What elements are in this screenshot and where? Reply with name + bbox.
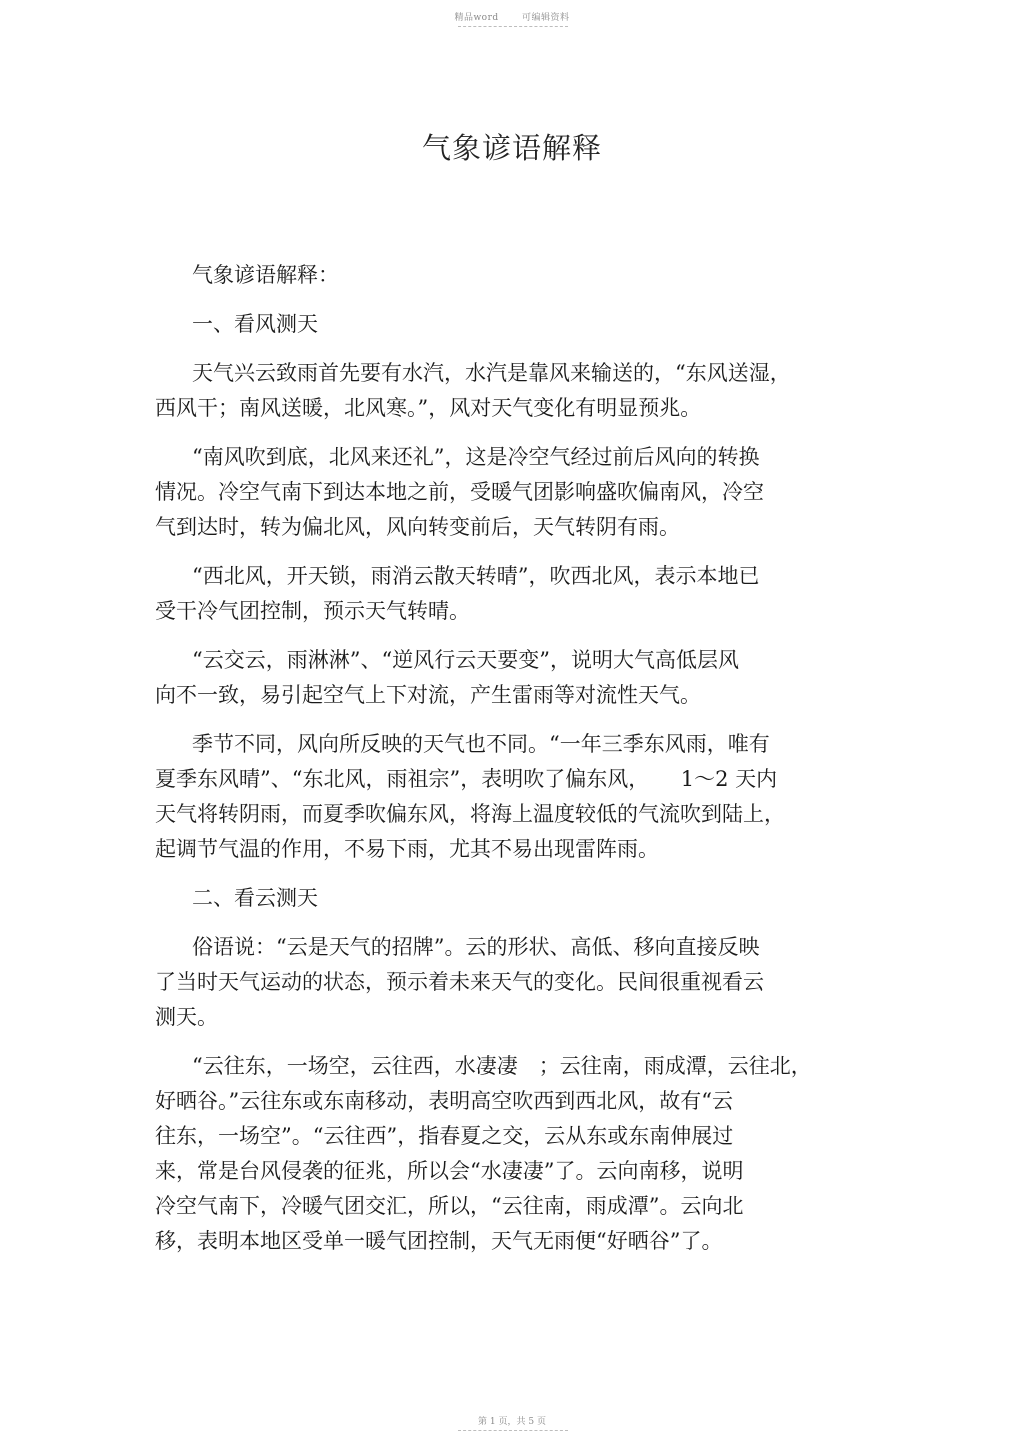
document-body: [155, 258, 860, 1273]
paragraph-line: “云往东，一场空，云往西，水凄凄 ；云往南，雨成潭，云往北，: [192, 1054, 812, 1078]
document-title: 气象谚语解释: [421, 131, 602, 165]
page-footer: 第 1 页，共 5 页: [478, 1417, 546, 1427]
paragraph-wind-moisture: [155, 356, 860, 426]
paragraph-line: 往东，一场空”。“云往西”，指春夏之交，云从东或东南伸展过: [155, 1124, 734, 1148]
section-heading-wind: 一、看风测天: [192, 312, 318, 336]
paragraph-line: 起调节气温的作用，不易下雨，尤其不易出现雷阵雨。: [155, 837, 659, 861]
paragraph-line: 气到达时，转为偏北风，风向转变前后，天气转阴有雨。: [155, 515, 680, 539]
paragraph-cloud-direction: [155, 1049, 860, 1259]
paragraph-line: 测天。: [155, 1005, 218, 1029]
paragraph-line: 天气兴云致雨首先要有水汽，水汽是靠风来输送的，“东风送湿，: [192, 361, 791, 385]
header-divider: [458, 26, 568, 27]
footer-divider: [458, 1430, 568, 1431]
paragraph-line: 俗语说：“云是天气的招牌”。云的形状、高低、移向直接反映: [192, 935, 760, 959]
paragraph-line: “西北风，开天锁，雨消云散天转晴”，吹西北风，表示本地已: [192, 564, 760, 588]
paragraph-line: 向不一致，易引起空气上下对流，产生雷雨等对流性天气。: [155, 683, 701, 707]
paragraph-northwest-wind: [155, 559, 860, 629]
paragraph-line: 受干冷气团控制，预示天气转晴。: [155, 599, 470, 623]
page-header: [0, 10, 1024, 23]
paragraph-line: 夏季东风晴”、“东北风，雨祖宗”，表明吹了偏东风， 1～2 天内: [155, 767, 778, 791]
paragraph-line: 季节不同，风向所反映的天气也不同。“一年三季东风雨，唯有: [192, 732, 770, 756]
paragraph-line: 好晒谷。”云往东或东南移动，表明高空吹西到西北风，故有“云: [155, 1089, 733, 1113]
section-heading-cloud: 二、看云测天: [192, 886, 318, 910]
paragraph-line: 冷空气南下，冷暖气团交汇，所以，“云往南，雨成潭”。云向北: [155, 1194, 744, 1218]
paragraph-south-north-wind: [155, 440, 860, 545]
paragraph-cloud-cross: [155, 643, 860, 713]
paragraph-seasonal-wind: [155, 727, 860, 867]
intro-heading: 气象谚语解释：: [192, 263, 339, 287]
paragraph-line: “南风吹到底，北风来还礼”，这是冷空气经过前后风向的转换: [192, 445, 760, 469]
paragraph-cloud-signboard: [155, 930, 860, 1035]
header-right-text: 可编辑资料: [522, 13, 570, 23]
paragraph-line: 移，表明本地区受单一暖气团控制，天气无雨便“好晒谷”了。: [155, 1229, 723, 1253]
paragraph-line: 来，常是台风侵袭的征兆，所以会“水凄凄”了。云向南移，说明: [155, 1159, 744, 1183]
header-left-text: 精品word: [454, 13, 499, 23]
paragraph-line: 天气将转阴雨，而夏季吹偏东风，将海上温度较低的气流吹到陆上，: [155, 802, 785, 826]
paragraph-line: 了当时天气运动的状态，预示着未来天气的变化。民间很重视看云: [155, 970, 764, 994]
paragraph-line: “云交云，雨淋淋”、“逆风行云天要变”，说明大气高低层风: [192, 648, 739, 672]
paragraph-line: 情况。冷空气南下到达本地之前，受暖气团影响盛吹偏南风，冷空: [155, 480, 764, 504]
paragraph-line: 西风干；南风送暖，北风寒。”，风对天气变化有明显预兆。: [155, 396, 702, 420]
